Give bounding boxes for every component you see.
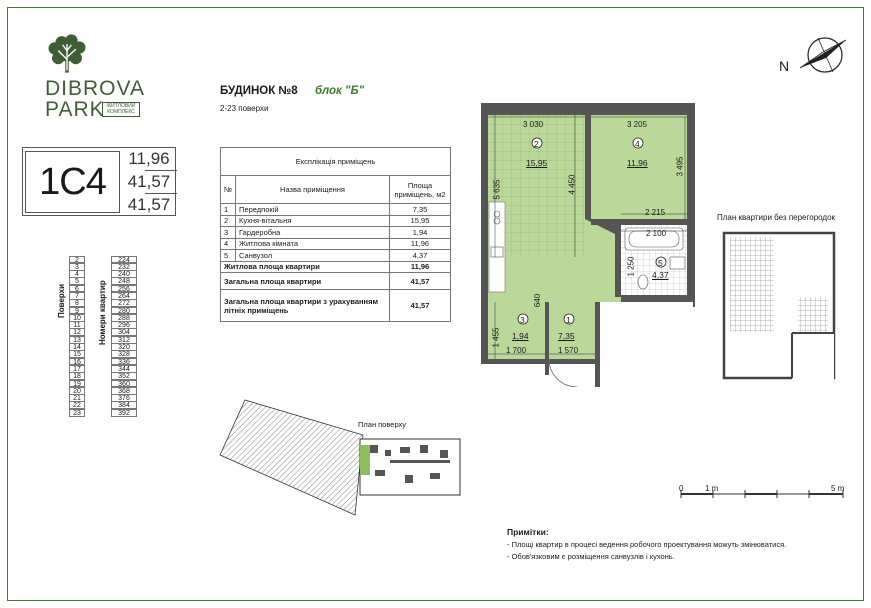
floor-item: 13 [69,336,85,344]
room-1-number: 1 [566,315,571,325]
floors-list [69,256,85,417]
dim-1700: 1 700 [506,346,527,355]
rooms-specification-table [220,147,451,322]
floor-item: 9 [69,307,85,315]
dim-5635: 5 635 [492,179,502,200]
living-area-value: 11,96 [128,149,170,168]
plan-without-partitions [720,225,840,380]
total-area-row: Загальна площа квартири 41,57 [221,273,451,290]
table-title: Експлікація приміщень [221,148,451,176]
apartment-number-item: 360 [111,380,137,388]
apartment-number-item: 240 [111,270,137,278]
dim-3205: 3 205 [627,120,648,129]
mini-plan-title: План квартири без перегородок [717,213,836,222]
col-name-header: Назва приміщення [236,176,390,204]
floor-item: 5 [69,277,85,285]
room-4-number: 4 [635,139,640,149]
floor-item: 3 [69,263,85,271]
floors-label: Поверхи [57,283,66,318]
apartment-number-item: 248 [111,277,137,285]
floor-item: 16 [69,358,85,366]
dim-1250: 1 250 [626,256,636,277]
table-row: 5 Санвузол 4,37 [221,250,451,262]
logo-subtitle: ЖИТЛОВИЙ КОМПЛЕКС [102,102,140,117]
apartment-number-item: 320 [111,343,137,351]
dim-1570: 1 570 [558,346,579,355]
room-4-area: 11,96 [627,158,648,168]
dim-2215: 2 215 [645,208,666,217]
apartment-number-item: 392 [111,409,137,417]
room-3-area: 1,94 [512,331,529,341]
living-area-row: Житлова площа квартири 11,96 [221,261,451,273]
floor-item: 4 [69,270,85,278]
apartment-number-item: 368 [111,387,137,395]
north-label: N [779,58,790,74]
apartment-number-item: 272 [111,299,137,307]
dim-1455: 1 455 [491,327,501,348]
floor-item: 18 [69,372,85,380]
floor-item: 15 [69,350,85,358]
logo-line2: PARK [45,98,105,121]
floor-plan-map [215,395,465,520]
apartment-number-item: 304 [111,328,137,336]
summer-area-row: Загальна площа квартири з урахуванням літніх приміщень 41,57 [221,290,451,322]
apartment-plan [475,97,715,387]
oak-tree-logo-icon [45,33,89,77]
col-area-header: Площа приміщень, м2 [390,176,451,204]
col-no-header: № [221,176,236,204]
room-5-number: 5 [658,258,663,268]
floor-item: 11 [69,321,85,329]
apartment-number-item: 376 [111,394,137,402]
apartment-number-item: 288 [111,314,137,322]
apartment-number-item: 384 [111,401,137,409]
apartment-numbers-list [111,256,137,417]
apartment-number-item: 280 [111,307,137,315]
dim-3030: 3 030 [523,120,544,129]
apartment-code: 1С4 [25,151,120,213]
room-1-area: 7,35 [558,331,575,341]
floor-plan-title: План поверху [358,420,407,429]
dim-640: 640 [533,293,543,308]
summer-area-value: 41,57 [127,195,171,214]
floor-item: 19 [69,380,85,388]
table-row: 3 Гардеробна 1,94 [221,227,451,239]
block-title: блок "Б" [315,85,365,97]
dim-4450: 4 450 [567,174,577,195]
dim-2100: 2 100 [646,229,667,238]
apartment-number-item: 312 [111,336,137,344]
table-row: 1 Передпокій 7,35 [221,204,451,216]
floor-item: 7 [69,292,85,300]
note-item: - Обов'язковим є розміщення санвузлів і кухонь. [507,552,675,561]
floor-item: 21 [69,394,85,402]
floor-item: 10 [69,314,85,322]
house-title: БУДИНОК №8 [220,85,298,97]
scale-bar [678,482,848,506]
floor-item: 20 [69,387,85,395]
table-row: 2 Кухня-вітальня 15,95 [221,215,451,227]
scale-one: 1 m [705,484,719,493]
notes-title: Примітки: [507,527,549,537]
dim-3495: 3 495 [675,156,685,177]
logo-line1: DIBROVA [45,77,145,100]
apartment-number-item: 336 [111,358,137,366]
floor-item: 14 [69,343,85,351]
floor-item: 8 [69,299,85,307]
apartments-label: Номери квартир [98,280,107,345]
apartment-number-item: 352 [111,372,137,380]
floor-item: 6 [69,285,85,293]
apartment-code-box [22,147,176,216]
scale-zero: 0 [679,484,684,493]
floor-item: 2 [69,256,85,264]
room-2-area: 15,95 [526,158,548,168]
apartment-number-item: 328 [111,350,137,358]
apartment-number-item: 264 [111,292,137,300]
floor-item: 22 [69,401,85,409]
room-2-number: 2 [534,139,539,149]
scale-five: 5 m [831,484,845,493]
apartment-number-item: 232 [111,263,137,271]
floor-item: 12 [69,328,85,336]
floors-range: 2-23 поверхи [220,104,269,113]
room-5-area: 4,37 [652,270,669,280]
total-area-value: 41,57 [127,172,171,191]
floor-item: 17 [69,365,85,373]
apartment-number-item: 224 [111,256,137,264]
note-item: - Площі квартир в процесі ведення робочого проектування можуть змінюватися. [507,540,787,549]
apartment-number-item: 296 [111,321,137,329]
room-3-number: 3 [520,315,525,325]
apartment-number-item: 344 [111,365,137,373]
apartment-number-item: 256 [111,285,137,293]
floor-item: 23 [69,409,85,417]
table-row: 4 Житлова кімната 11,96 [221,238,451,250]
